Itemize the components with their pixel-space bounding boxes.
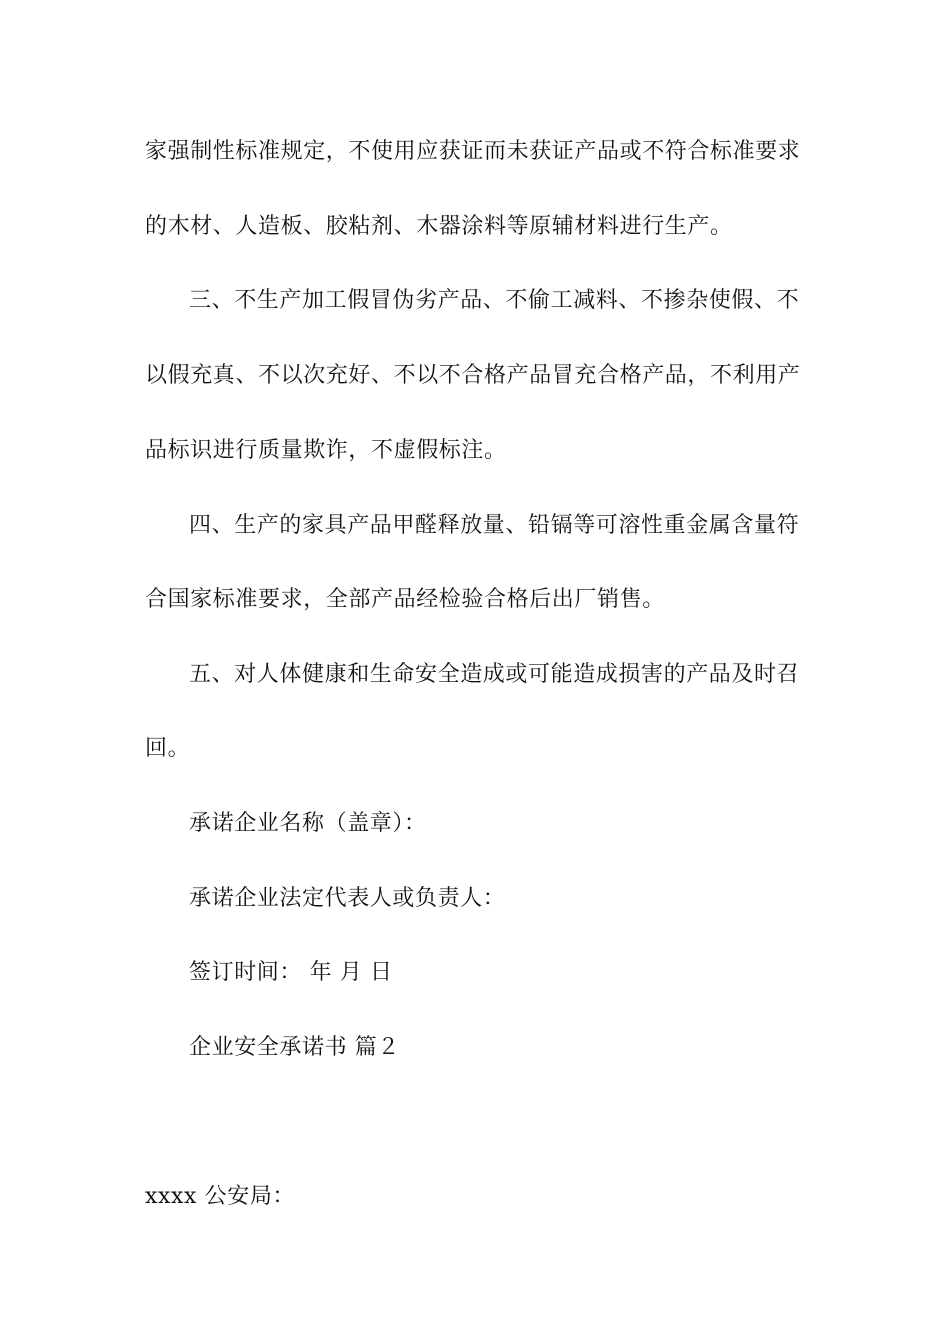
text-line: 家强制性标准规定，不使用应获证而未获证产品或不符合标准要求 — [145, 139, 801, 164]
signature-company-line: 承诺企业名称（盖章）： — [189, 811, 427, 836]
text-line: 的木材、人造板、胶粘剂、木器涂料等原辅材料进行生产。 — [145, 214, 733, 239]
signing-date-line: 签订时间： 年 月 日 — [189, 960, 393, 985]
addressee-line: xxxx 公安局： — [145, 1184, 296, 1209]
section-heading: 企业安全承诺书 篇２ — [189, 1035, 400, 1060]
text-line: 三、不生产加工假冒伪劣产品、不偷工减料、不掺杂使假、不 — [189, 288, 800, 313]
text-line: 回。 — [145, 736, 191, 761]
text-line: 以假充真、不以次充好、不以不合格产品冒充合格产品，不利用产 — [145, 363, 801, 388]
text-line: 合国家标准要求，全部产品经检验合格后出厂销售。 — [145, 587, 665, 612]
text-line: 品标识进行质量欺诈，不虚假标注。 — [145, 438, 507, 463]
text-line: 五、对人体健康和生命安全造成或可能造成损害的产品及时召 — [189, 662, 800, 687]
signature-representative-line: 承诺企业法定代表人或负责人： — [189, 886, 506, 911]
text-line: 四、生产的家具产品甲醛释放量、铅镉等可溶性重金属含量符 — [189, 513, 800, 538]
